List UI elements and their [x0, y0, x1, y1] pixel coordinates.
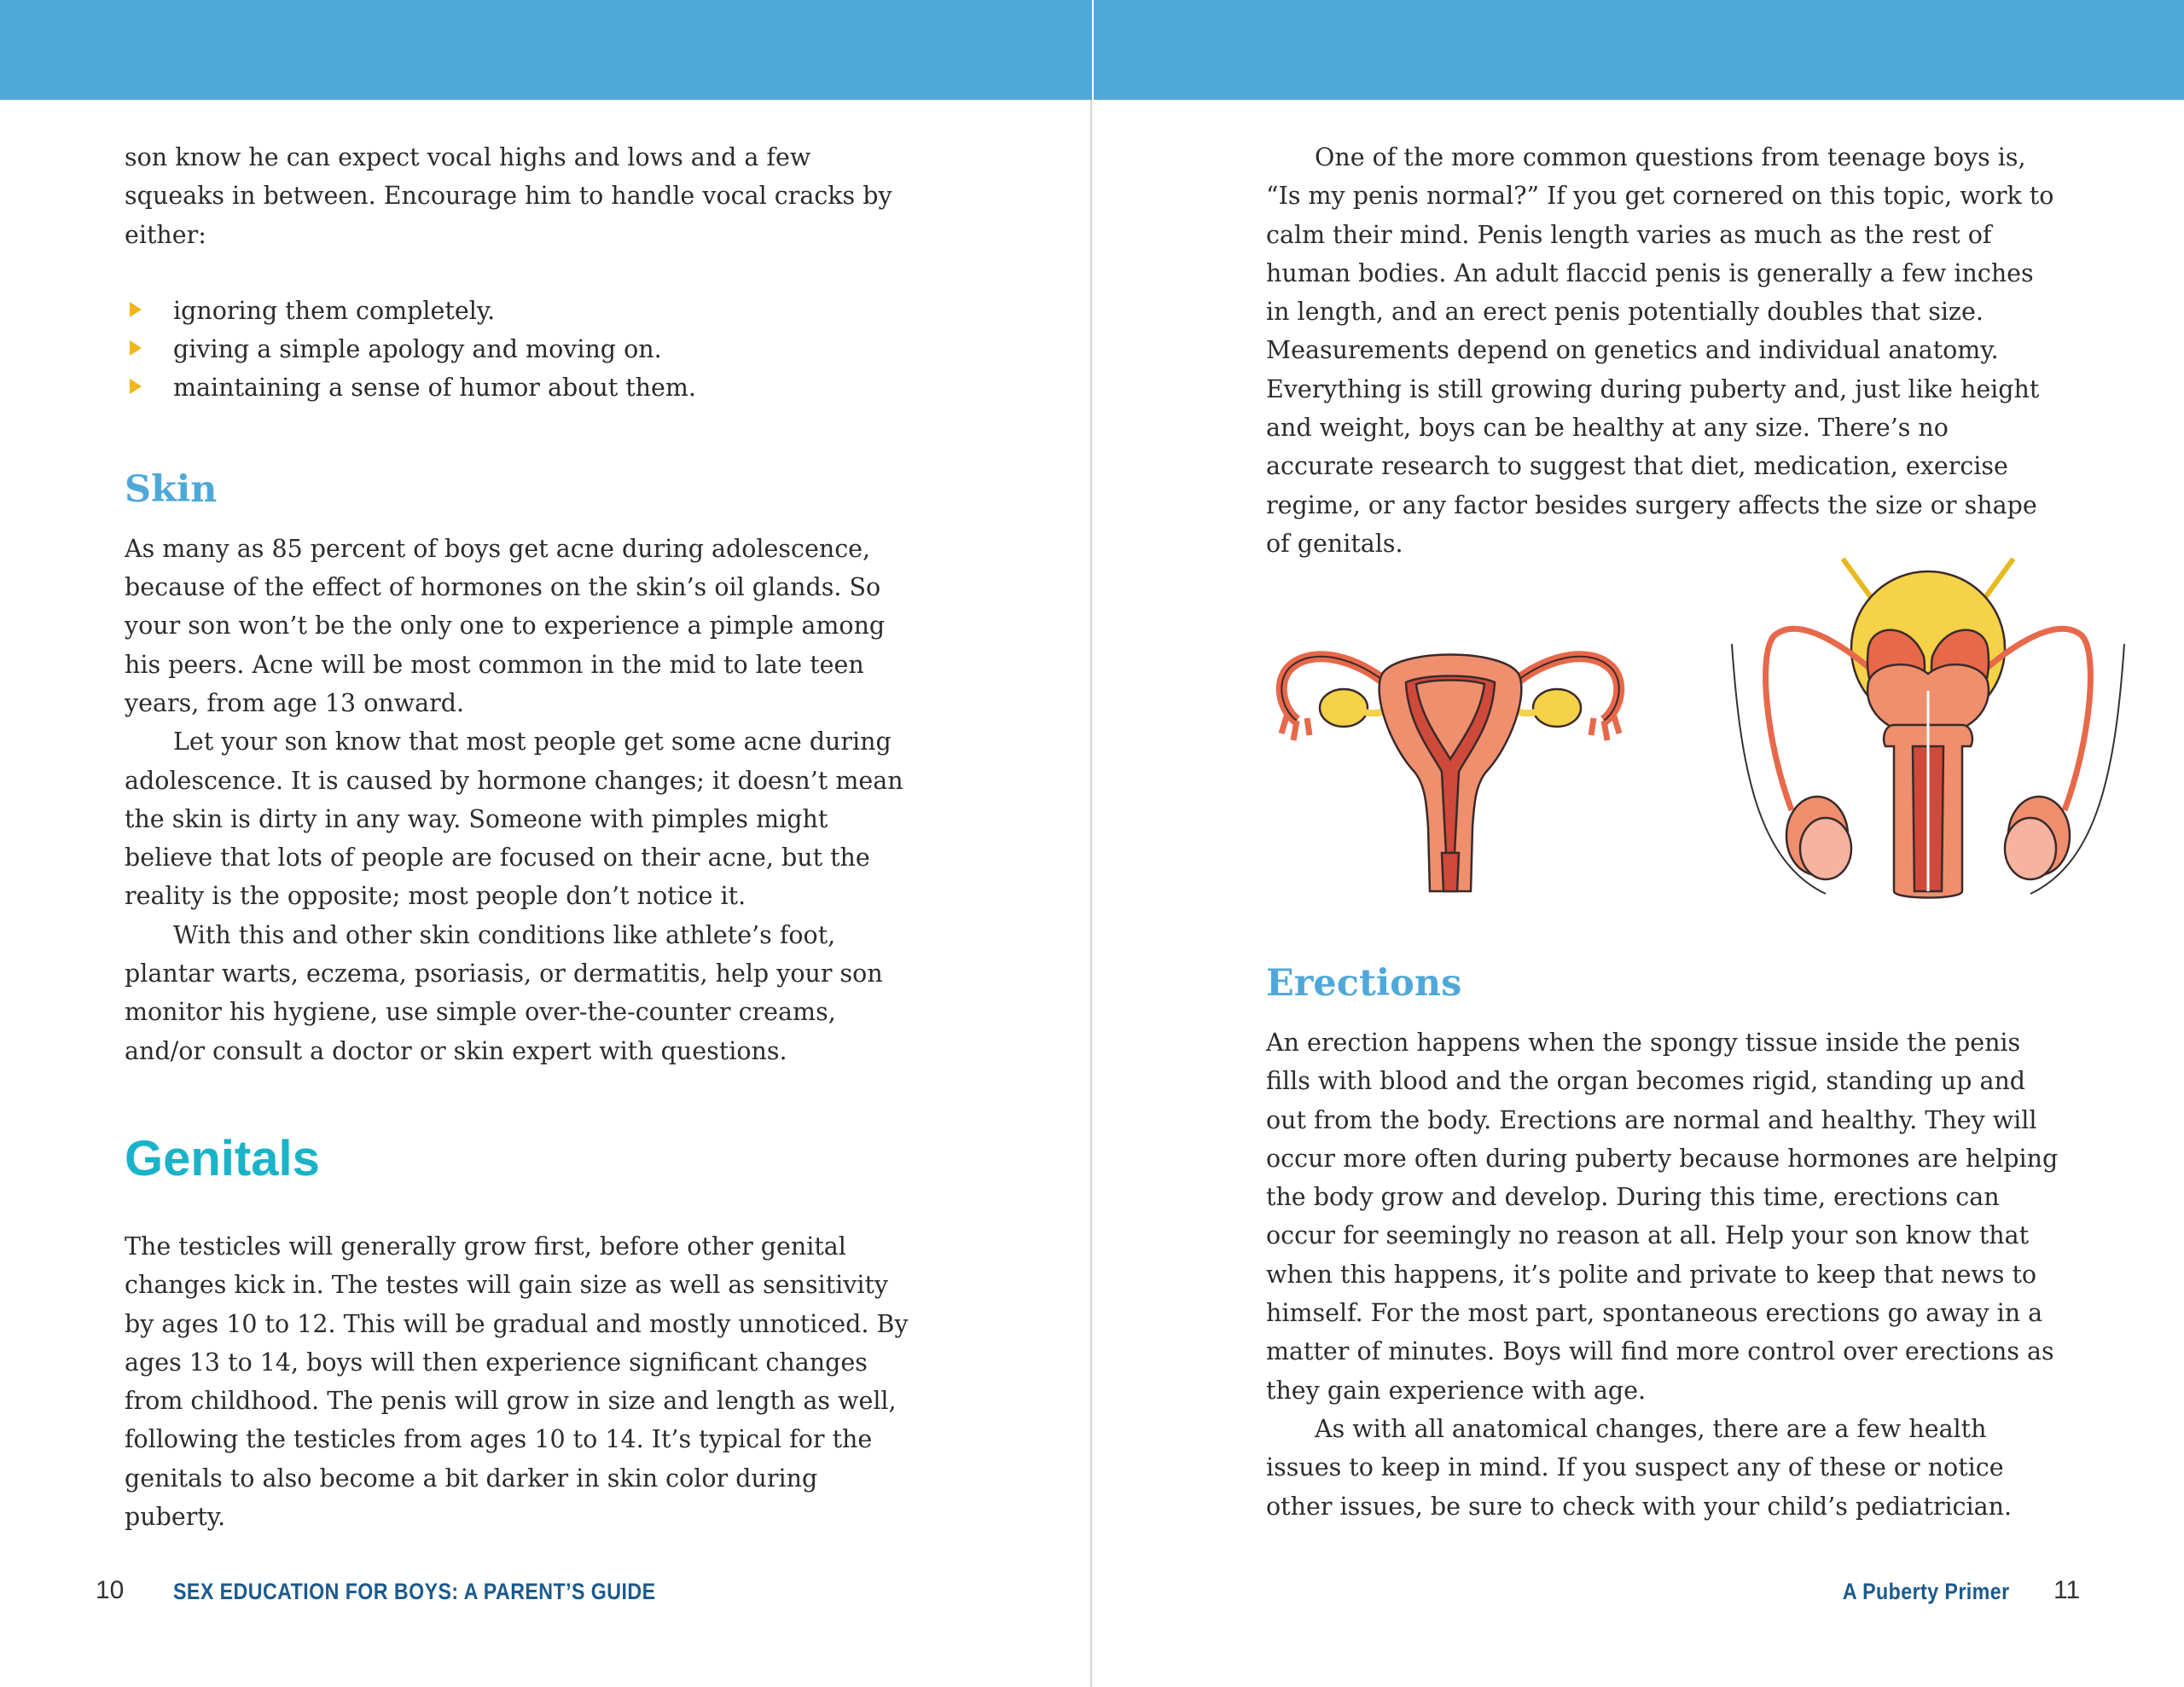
- list-item: giving a simple apology and moving on.: [125, 330, 918, 368]
- female-anatomy-illustration: [1263, 597, 1638, 904]
- list-item: ignoring them completely.: [125, 292, 918, 330]
- page-number-left: 10: [96, 1576, 125, 1604]
- skin-heading: Skin: [125, 467, 218, 511]
- erections-section: [1266, 961, 2059, 1526]
- left-text-column: [125, 138, 918, 1536]
- male-anatomy-illustration: [1723, 554, 2133, 904]
- skin-paragraph-3: With this and other skin conditions like athlete’s foot, plantar warts, eczema, psoriasis, or dermatitis, help your son monitor his hygiene, use simple over-the-counter creams, and/or consult a doctor or skin expert with questions.: [125, 920, 883, 1065]
- skin-paragraph-1: As many as 85 percent of boys get acne during adolescence, because of the effect of hormones on the skin’s oil glands. So your son won’t be the only one to experience a pimple among his peers. Acne will be most common in the mid to late teen years, from age 13 onward.: [125, 534, 886, 717]
- top-color-band: [1094, 0, 2184, 100]
- erections-paragraph-1: An erection happens when the spongy tissue inside the penis fills with blood and the organ becomes rigid, standing up and out from the body. Erections are normal and healthy. They will occur more often during puberty because hormones are helping the body grow and develop. During this time, erections can occur for seemingly no reason at all. Help your son know that when this happens, it’s polite and private to keep that news to himself. For the most part, spontaneous erections go away in a matter of minutes. Boys will find more control over erections as they gain experience with age.: [1266, 1029, 2059, 1405]
- running-head-left: SEX EDUCATION FOR BOYS: A PARENT’S GUIDE: [173, 1579, 656, 1604]
- page-number-right: 11: [2053, 1576, 2081, 1604]
- erections-heading: Erections: [1266, 962, 1462, 1005]
- erections-paragraph-2: As with all anatomical changes, there are a few health issues to keep in mind. If you suspect any of these or notice other issues, be sure to check with your child’s pediatrician.: [1266, 1414, 2013, 1521]
- triangle-bullet-icon: [130, 340, 142, 356]
- skin-paragraph-2: Let your son know that most people get some acne during adolescence. It is caused by hormone changes; it doesn’t mean the skin is dirty in any way. Someone with pimples might believe that lots of people are focused on their acne, but the reality is the opposite; most people don’t notice it.: [125, 728, 903, 911]
- bullet-list: [125, 292, 918, 408]
- list-item: maintaining a sense of humor about them.: [125, 368, 918, 407]
- genitals-paragraph: The testicles will generally grow first, before other genital changes kick in. The testes will gain size as well as sensitivity by ages 10 to 12. This will be gradual and mostly unnoticed. By ages 13 to 14, boys will then experience significant changes from childhood. The penis will grow in size and length as well, following the testicles from ages 10 to 14. It’s typical for the genitals to also become a bit darker in skin color during puberty.: [125, 1232, 909, 1532]
- right-page: [1092, 0, 2184, 1687]
- right-text-column: [1266, 138, 2059, 563]
- penis-size-paragraph: One of the more common questions from teenage boys is, “Is my penis normal?” If you get cornered on this topic, work to calm their mind. Penis length varies as much as the rest of human bodies. An adult flaccid penis is generally a few inches in length, and an erect penis potentially doubles that size. Measurements depend on genetics and individual anatomy. Everything is still growing during puberty and, just like height and weight, boys can be healthy at any size. There’s no accurate research to suggest that diet, medication, exercise regime, or any factor besides surgery affects the size or shape of genitals.: [1266, 143, 2054, 558]
- top-color-band: [0, 0, 1092, 100]
- running-head-right: A Puberty Primer: [1843, 1579, 2010, 1604]
- triangle-bullet-icon: [130, 302, 142, 317]
- continued-paragraph: son know he can expect vocal highs and lows and a few squeaks in between. Encourage him to handle vocal cracks by either:: [125, 143, 892, 249]
- triangle-bullet-icon: [130, 379, 142, 394]
- genitals-heading: Genitals: [125, 1130, 320, 1186]
